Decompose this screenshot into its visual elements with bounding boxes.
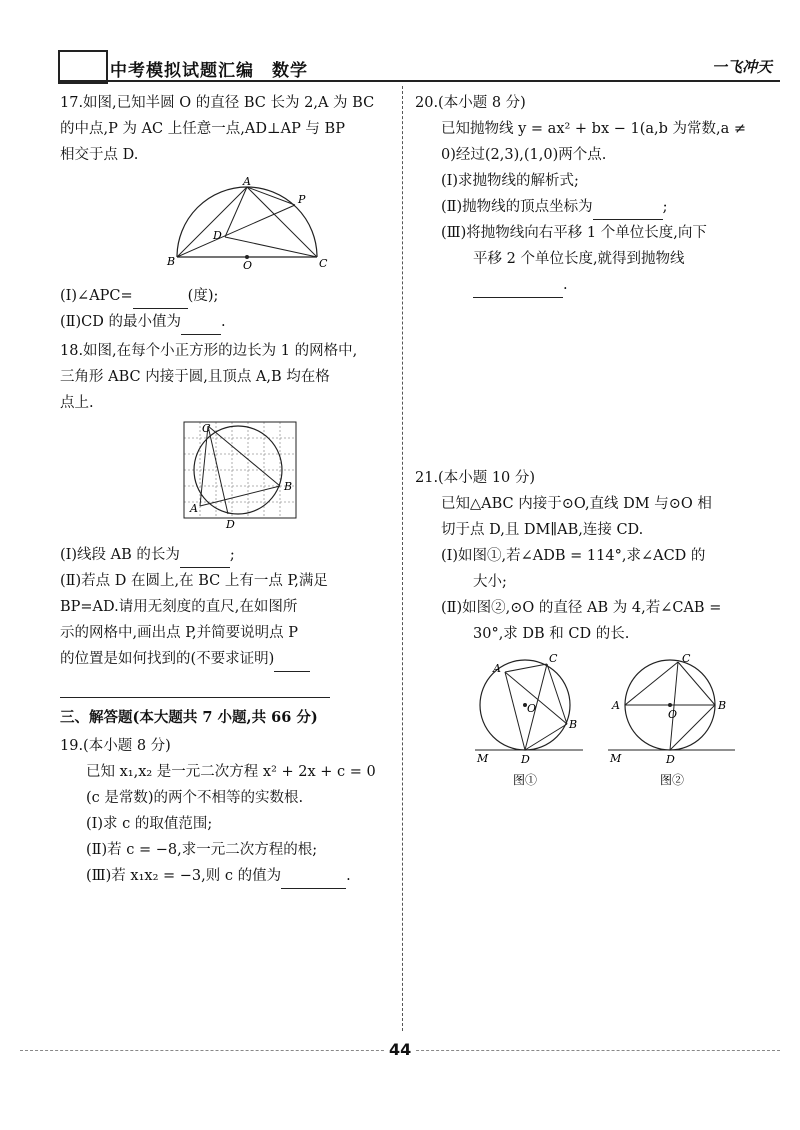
q17-label: A xyxy=(243,175,251,188)
svg-text:O: O xyxy=(527,702,537,715)
q20-blank-2[interactable] xyxy=(473,297,563,298)
svg-text:D: D xyxy=(666,753,675,766)
q21-figure-1 xyxy=(465,650,590,790)
svg-text:M: M xyxy=(477,752,489,765)
q18-text: 18.如图,在每个小正方形的边长为 1 的网格中, 三角形 ABC 内接于圆,且顶点 A,B 均在格 点上. xyxy=(60,343,358,411)
svg-text:A: A xyxy=(493,662,501,675)
q17-line: 17.如图,已知半圆 O 的直径 BC 长为 2,A 为 BC xyxy=(60,95,375,111)
svg-text:A: A xyxy=(190,502,198,515)
logo xyxy=(58,50,108,84)
column-divider xyxy=(402,86,403,1031)
svg-text:B: B xyxy=(284,480,293,493)
q17-parts: (Ⅰ)∠APC= (度); (Ⅱ)CD 的最小值为 . xyxy=(60,283,400,335)
svg-text:C: C xyxy=(202,422,211,435)
q19-blank[interactable] xyxy=(281,888,346,889)
q17-label: C xyxy=(319,257,328,270)
q17-figure xyxy=(165,175,330,270)
header-rule xyxy=(58,80,780,82)
svg-text:C: C xyxy=(549,652,558,665)
svg-text:C: C xyxy=(682,652,691,665)
q17-line: 相交于点 D. xyxy=(60,147,139,163)
svg-text:O: O xyxy=(668,708,678,721)
q21-figure-2 xyxy=(600,650,750,790)
svg-text:D: D xyxy=(521,753,530,766)
svg-text:D: D xyxy=(226,518,235,531)
svg-text:图①: 图① xyxy=(513,773,538,787)
header-title: 中考模拟试题汇编 数学 xyxy=(110,61,308,81)
q21-text: 21.(本小题 10 分) 已知△ABC 内接于⊙O,直线 DM 与⊙O 相 切于点 D,且 DM∥AB,连接 CD. (Ⅰ)如图①,若∠ADB = 114°,求∠ACD 的 大小; (Ⅱ)如图②,⊙O 的直径 AB 为 4,若∠CAB = 30°,求 DB 和 CD 的长. xyxy=(415,470,722,642)
q17-line: 的中点,P 为 AC 上任意一点,AD⊥AP 与 BP xyxy=(60,121,345,137)
svg-text:A: A xyxy=(612,699,620,712)
q17-label: B xyxy=(167,255,176,268)
q17-label: D xyxy=(213,229,222,242)
q18-grid-figure xyxy=(180,418,305,533)
q18-blank-3[interactable] xyxy=(60,697,330,698)
svg-text:M: M xyxy=(610,752,622,765)
q18-parts: (Ⅰ)线段 AB 的长为 ; (Ⅱ)若点 D 在圆上,在 BC 上有一点 P,满足 BP=AD.请用无刻度的直尺,在如图所 示的网格中,画出点 P,并简要说明点 P 的位置是如何找到的(不要求证明) xyxy=(60,542,400,698)
q17-label: P xyxy=(298,193,306,206)
section-heading: 三、解答题(本大题共 7 小题,共 66 分) xyxy=(60,709,318,726)
svg-text:B: B xyxy=(718,699,727,712)
q20-text: 20.(本小题 8 分) 已知抛物线 y = ax² + bx − 1(a,b 为常数,a ≠ 0)经过(2,3),(1,0)两个点. (Ⅰ)求抛物线的解析式; (Ⅱ)抛物线的顶点坐标为 ; (Ⅲ)将抛物线向右平移 1 个单位长度,向下 平移 2 个单位长度,就得到抛物线 . xyxy=(415,90,775,298)
page-number: 44 xyxy=(385,1040,415,1059)
svg-text:B: B xyxy=(569,718,578,731)
header-brand: 一飞冲天 xyxy=(711,58,772,76)
q17-blank-2[interactable] xyxy=(181,334,221,335)
q19-text: 19.(本小题 8 分) 已知 x₁,x₂ 是一元二次方程 x² + 2x + c = 0 (c 是常数)的两个不相等的实数根. (Ⅰ)求 c 的取值范围; (Ⅱ)若 c = −8,求一元二次方程的根; (Ⅲ)若 x₁x₂ = −3,则 c 的值为 . xyxy=(60,733,400,889)
svg-text:图②: 图② xyxy=(660,773,685,787)
q17-text xyxy=(60,90,400,168)
q17-label: O xyxy=(243,259,253,270)
